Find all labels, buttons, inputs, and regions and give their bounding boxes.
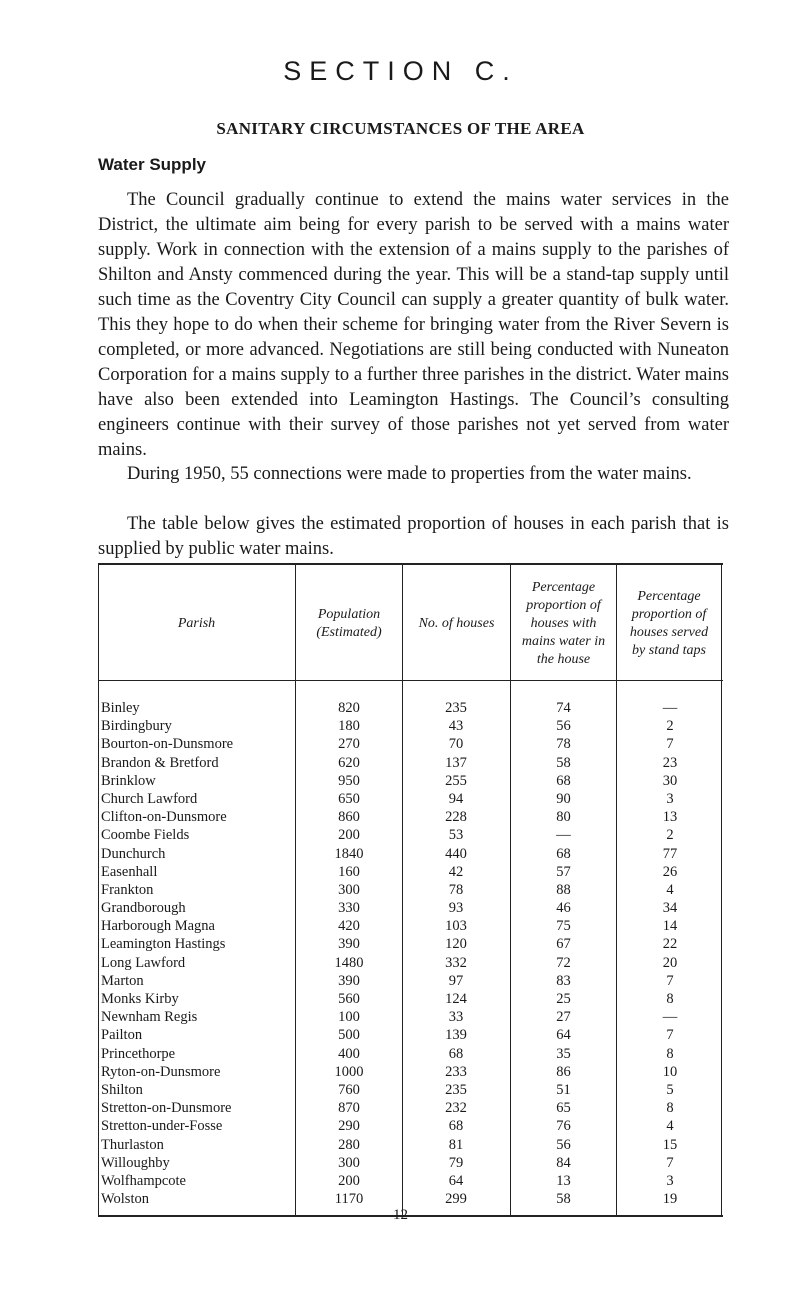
cell-houses: 70 <box>448 736 464 753</box>
table-row <box>98 1190 723 1208</box>
header-pct-mains: Percentage proportion of houses with mains water in the house <box>521 580 606 667</box>
cell-parish: Thurlaston <box>101 1136 164 1153</box>
cell-parish: Monks Kirby <box>101 991 179 1007</box>
cell-pct-taps: 3 <box>666 790 674 807</box>
table-row <box>98 863 723 881</box>
cell-pct-mains: 64 <box>556 1027 571 1044</box>
cell-pct-mains: 25 <box>556 991 571 1007</box>
cell-population: 950 <box>338 772 360 789</box>
cell-houses: 94 <box>448 790 464 807</box>
cell-houses: 33 <box>448 1009 464 1026</box>
cell-parish: Bourton-on-Dunsmore <box>101 736 234 753</box>
cell-houses: 120 <box>445 936 467 953</box>
cell-pct-taps: 2 <box>666 718 674 735</box>
cell-population: 820 <box>338 700 360 716</box>
cell-population: 650 <box>338 790 360 807</box>
cell-pct-taps: 7 <box>666 972 674 989</box>
table-row <box>98 699 723 717</box>
cell-houses: 440 <box>445 845 467 862</box>
table-row <box>98 1081 723 1099</box>
table-row <box>98 1008 723 1026</box>
cell-houses: 137 <box>445 754 467 771</box>
cell-parish: Shilton <box>101 1081 143 1098</box>
cell-houses: 124 <box>445 991 467 1007</box>
cell-pct-taps: 19 <box>662 1191 678 1208</box>
cell-houses: 79 <box>448 1154 464 1171</box>
table-row <box>98 754 723 772</box>
cell-pct-taps: 10 <box>662 1063 678 1080</box>
cell-pct-taps: 7 <box>666 1027 674 1044</box>
cell-parish: Stretton-on-Dunsmore <box>101 1100 232 1117</box>
table-row <box>98 972 723 990</box>
cell-pct-taps: 77 <box>662 845 678 862</box>
cell-pct-mains: 68 <box>556 772 571 789</box>
cell-pct-taps: 22 <box>662 936 678 953</box>
cell-pct-taps: 30 <box>662 772 678 789</box>
paragraph-table-intro: The table below gives the estimated proportion of houses in each parish that is supplied by public water mains. <box>98 514 729 559</box>
table-header-rule <box>98 680 723 681</box>
cell-parish: Clifton-on-Dunsmore <box>101 809 227 826</box>
cell-pct-mains: 56 <box>556 1136 571 1153</box>
cell-houses: 235 <box>445 1081 467 1098</box>
table-row <box>98 735 723 753</box>
cell-pct-mains: 90 <box>556 790 571 807</box>
cell-parish: Binley <box>101 700 140 716</box>
cell-pct-taps: 3 <box>666 1172 674 1189</box>
table-row <box>98 826 723 844</box>
cell-population: 290 <box>338 1118 360 1135</box>
cell-parish: Pailton <box>101 1027 143 1044</box>
cell-population: 560 <box>338 991 360 1007</box>
header-houses: No. of houses <box>418 616 495 631</box>
cell-pct-mains: — <box>556 827 571 844</box>
paragraph-connections: During 1950, 55 connections were made to properties from the water mains. <box>127 464 692 484</box>
cell-parish: Easenhall <box>101 863 158 880</box>
cell-parish: Dunchurch <box>101 845 166 862</box>
table-row <box>98 808 723 826</box>
table-row <box>98 1045 723 1063</box>
cell-pct-taps: 14 <box>662 918 678 935</box>
cell-population: 400 <box>338 1045 360 1062</box>
cell-houses: 332 <box>445 954 467 971</box>
table-row <box>98 845 723 863</box>
cell-parish: Stretton-under-Fosse <box>101 1118 223 1135</box>
table-row <box>98 1154 723 1172</box>
cell-pct-mains: 75 <box>556 918 571 935</box>
cell-population: 100 <box>338 1009 360 1026</box>
cell-pct-mains: 13 <box>556 1172 571 1189</box>
header-pct-taps: Percentage proportion of houses served by stand taps <box>629 589 709 658</box>
cell-houses: 233 <box>445 1063 467 1080</box>
cell-pct-taps: 7 <box>666 736 674 753</box>
cell-parish: Willoughby <box>101 1154 170 1171</box>
table-row <box>98 1099 723 1117</box>
cell-population: 620 <box>338 754 360 771</box>
cell-parish: Marton <box>101 972 144 989</box>
cell-population: 860 <box>338 809 360 826</box>
table-top-rule <box>98 563 723 565</box>
cell-population: 870 <box>338 1100 360 1117</box>
table-row <box>98 717 723 735</box>
cell-population: 180 <box>338 718 360 735</box>
cell-pct-mains: 51 <box>556 1081 571 1098</box>
cell-parish: Leamington Hastings <box>101 936 226 953</box>
cell-pct-mains: 57 <box>556 863 571 880</box>
cell-parish: Grandborough <box>101 900 186 917</box>
cell-pct-taps: 7 <box>666 1154 674 1171</box>
cell-pct-taps: 4 <box>666 1118 674 1135</box>
table-row <box>98 917 723 935</box>
cell-houses: 64 <box>448 1172 464 1189</box>
cell-parish: Brinklow <box>101 772 156 789</box>
cell-parish: Church Lawford <box>101 790 198 807</box>
cell-parish: Brandon & Bretford <box>101 754 219 771</box>
cell-pct-mains: 27 <box>556 1009 571 1026</box>
cell-houses: 68 <box>448 1118 464 1135</box>
cell-houses: 53 <box>448 827 464 844</box>
table-row <box>98 1063 723 1081</box>
cell-population: 1170 <box>334 1191 364 1208</box>
cell-pct-taps: 26 <box>662 863 678 880</box>
header-population: Population (Estimated) <box>316 607 382 640</box>
cell-houses: 255 <box>445 772 467 789</box>
cell-population: 390 <box>338 972 360 989</box>
cell-population: 200 <box>338 1172 360 1189</box>
cell-houses: 42 <box>448 863 464 880</box>
cell-pct-mains: 78 <box>556 736 571 753</box>
cell-houses: 81 <box>448 1136 464 1153</box>
paragraph-intro: The Council gradually continue to extend the mains water services in the District, the ultimate aim being for every parish to be served with a mains water supply. Work in connection with the extension of a mains supply to the parishes of Shilton and Ansty commenced during the year. This will be a stand-tap supply until such time as the Coventry City Council can supply a greater quantity of bulk water. This they hope to do when their scheme for bringing water from the River Severn is completed, or more advanced. Negotiations are still being conducted with Nuneaton Corporation for a mains supply to a further three parishes in the district. Water mains have also been extended into Leamington Hastings. The Council’s consulting engineers continue with their survey of those parishes not yet served from water mains. <box>98 190 729 460</box>
cell-population: 300 <box>338 881 360 898</box>
table-row <box>98 790 723 808</box>
table-row <box>98 881 723 899</box>
cell-houses: 139 <box>445 1027 467 1044</box>
cell-parish: Ryton-on-Dunsmore <box>101 1063 221 1080</box>
cell-parish: Newnham Regis <box>101 1009 198 1026</box>
cell-population: 280 <box>338 1136 360 1153</box>
cell-parish: Princethorpe <box>101 1045 176 1062</box>
header-parish: Parish <box>177 616 216 631</box>
cell-pct-mains: 84 <box>556 1154 571 1171</box>
cell-pct-mains: 56 <box>556 718 571 735</box>
cell-pct-mains: 58 <box>556 754 571 771</box>
cell-pct-taps: 34 <box>662 900 678 917</box>
table-row <box>98 935 723 953</box>
cell-houses: 232 <box>445 1100 467 1117</box>
cell-population: 1840 <box>334 845 364 862</box>
cell-houses: 103 <box>445 918 467 935</box>
cell-parish: Birdingbury <box>101 718 172 735</box>
cell-houses: 43 <box>448 718 464 735</box>
cell-pct-taps: 23 <box>662 754 678 771</box>
cell-parish: Wolston <box>101 1191 149 1208</box>
cell-houses: 228 <box>445 809 467 826</box>
cell-pct-taps: 8 <box>666 1045 674 1062</box>
cell-pct-taps: 15 <box>662 1136 678 1153</box>
cell-pct-taps: — <box>662 1009 678 1026</box>
cell-pct-taps: 13 <box>662 809 678 826</box>
page-number: 12 <box>393 1207 408 1223</box>
table-row <box>98 1172 723 1190</box>
cell-houses: 97 <box>448 972 464 989</box>
cell-houses: 235 <box>445 700 467 716</box>
cell-pct-mains: 80 <box>556 809 571 826</box>
cell-population: 500 <box>338 1027 360 1044</box>
cell-houses: 93 <box>448 900 464 917</box>
main-heading: SANITARY CIRCUMSTANCES OF THE AREA <box>216 119 585 138</box>
subheading-water-supply: Water Supply <box>98 155 206 174</box>
cell-pct-mains: 76 <box>556 1118 571 1135</box>
cell-pct-mains: 58 <box>556 1191 571 1208</box>
cell-pct-mains: 35 <box>556 1045 571 1062</box>
cell-pct-taps: 2 <box>666 827 674 844</box>
table-row <box>98 1026 723 1044</box>
cell-pct-taps: 8 <box>666 1100 674 1117</box>
cell-pct-mains: 88 <box>556 881 571 898</box>
table-row <box>98 772 723 790</box>
cell-population: 300 <box>338 1154 360 1171</box>
cell-population: 270 <box>338 736 360 753</box>
cell-pct-taps: 5 <box>666 1081 674 1098</box>
cell-pct-mains: 74 <box>556 700 571 716</box>
cell-parish: Frankton <box>101 881 154 898</box>
cell-pct-mains: 86 <box>556 1063 571 1080</box>
cell-parish: Harborough Magna <box>101 918 215 935</box>
table-row <box>98 1136 723 1154</box>
cell-pct-mains: 65 <box>556 1100 571 1117</box>
cell-houses: 68 <box>448 1045 464 1062</box>
table-body <box>98 699 723 1208</box>
section-title: SECTION C. <box>283 56 518 86</box>
cell-population: 1000 <box>334 1063 364 1080</box>
cell-pct-taps: 8 <box>666 991 674 1007</box>
cell-population: 1480 <box>334 954 364 971</box>
cell-pct-mains: 83 <box>556 972 571 989</box>
cell-pct-taps: 4 <box>666 881 674 898</box>
cell-population: 760 <box>338 1081 360 1098</box>
cell-population: 160 <box>338 863 360 880</box>
cell-houses: 78 <box>448 881 464 898</box>
table-row <box>98 899 723 917</box>
cell-population: 420 <box>338 918 360 935</box>
cell-parish: Wolfhampcote <box>101 1172 186 1189</box>
cell-population: 390 <box>338 936 360 953</box>
cell-pct-mains: 67 <box>556 936 571 953</box>
cell-pct-mains: 68 <box>556 845 571 862</box>
cell-houses: 299 <box>445 1191 467 1208</box>
cell-parish: Coombe Fields <box>101 827 190 844</box>
cell-pct-mains: 72 <box>556 954 571 971</box>
cell-pct-taps: — <box>662 700 678 716</box>
cell-pct-taps: 20 <box>662 954 678 971</box>
table-row <box>98 990 723 1008</box>
table-row <box>98 1117 723 1135</box>
cell-population: 200 <box>338 827 360 844</box>
table-row <box>98 954 723 972</box>
cell-population: 330 <box>338 900 360 917</box>
cell-pct-mains: 46 <box>556 900 571 917</box>
cell-parish: Long Lawford <box>101 954 186 971</box>
